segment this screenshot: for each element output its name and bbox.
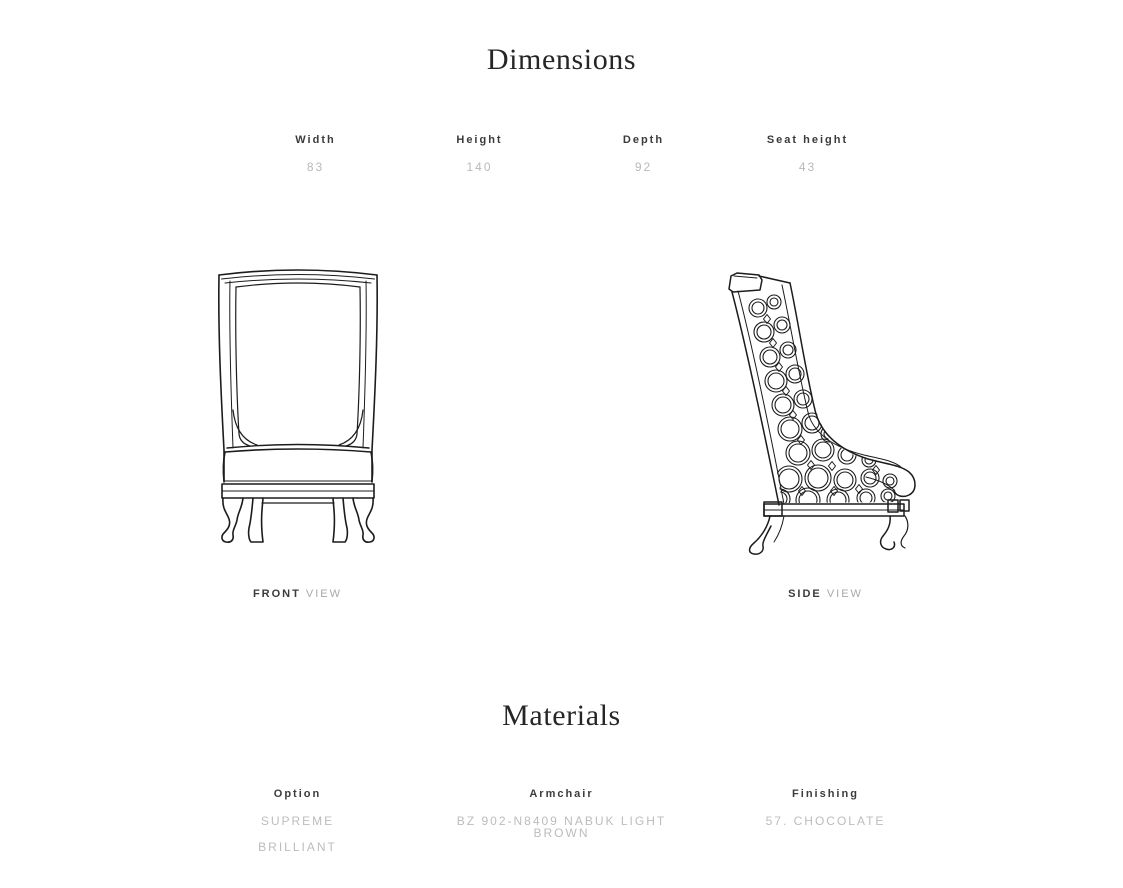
chair-views-row (0, 262, 1123, 600)
dimension-value: 43 (798, 160, 817, 174)
front-view-column (88, 262, 508, 600)
materials-row (0, 788, 1123, 867)
dimension-label: Height (456, 134, 503, 146)
materials-section-title: Materials (502, 699, 621, 732)
materials-label: Option (273, 788, 322, 800)
materials-column-option (166, 788, 430, 867)
dimensions-section-title: Dimensions (486, 43, 637, 76)
materials-label: Armchair (529, 788, 594, 800)
materials-value: BRILLIANT (258, 840, 337, 854)
dimension-label: Seat height (766, 134, 849, 146)
materials-value: 57. CHOCOLATE (765, 814, 886, 828)
view-caption-secondary: VIEW (826, 588, 863, 600)
dimension-value: 92 (634, 160, 653, 174)
view-caption-primary: SIDE (788, 588, 822, 600)
view-caption-primary: FRONT (252, 588, 301, 600)
materials-column-armchair (430, 788, 694, 867)
armchair-front-drawing (215, 262, 381, 548)
dimension-column-width (234, 134, 398, 174)
view-caption-secondary: VIEW (305, 588, 343, 600)
front-view-illustration (215, 262, 381, 554)
side-view-column (616, 262, 1036, 600)
side-view-illustration (728, 262, 923, 554)
dimension-label: Depth (622, 134, 665, 146)
materials-values (166, 815, 430, 853)
dimension-column-seat-height (726, 134, 890, 174)
side-view-caption (788, 588, 863, 600)
dimension-value: 83 (306, 160, 325, 174)
dimension-value: 140 (466, 160, 493, 174)
materials-values (694, 815, 958, 827)
materials-column-finishing (694, 788, 958, 867)
front-view-caption (253, 588, 342, 600)
dimension-column-height (398, 134, 562, 174)
materials-values (430, 815, 694, 839)
materials-value: BZ 902-N8409 NABUK LIGHT BROWN (456, 814, 667, 840)
materials-label: Finishing (792, 788, 859, 800)
dimension-label: Width (295, 134, 336, 146)
dimension-column-depth (562, 134, 726, 174)
materials-value: SUPREME (260, 814, 335, 828)
dimensions-row (0, 134, 1123, 174)
armchair-side-drawing (728, 262, 923, 557)
